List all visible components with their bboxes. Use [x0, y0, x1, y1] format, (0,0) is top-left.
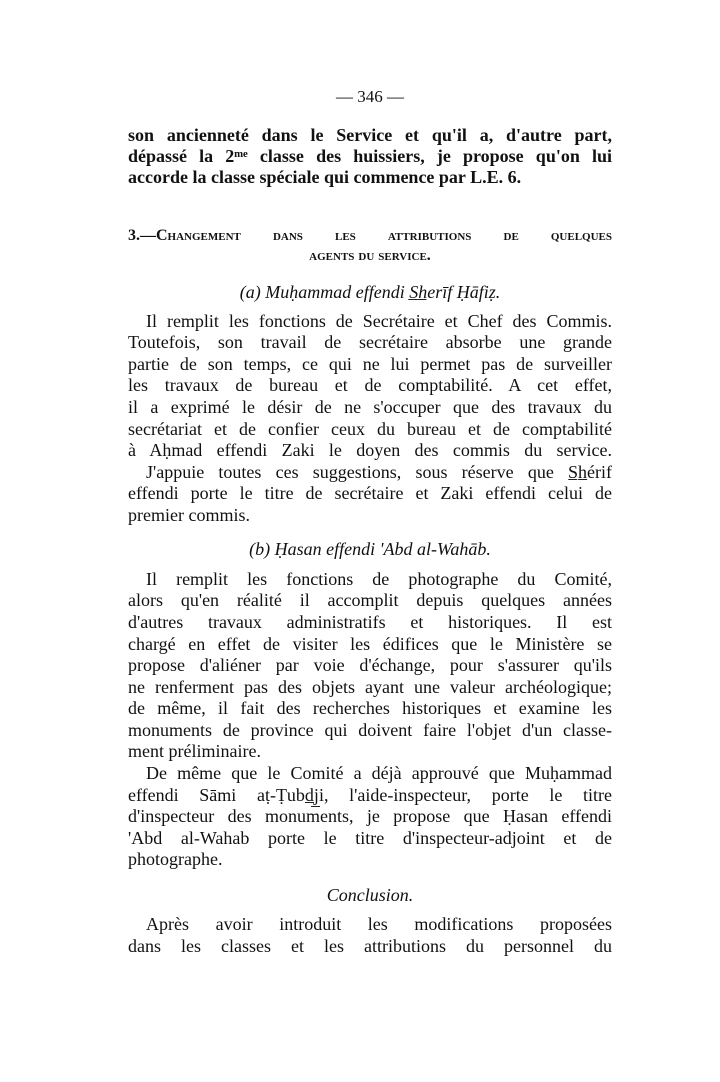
text-line [128, 354, 612, 375]
text-line [128, 311, 612, 332]
text-line [128, 419, 612, 440]
line-text: chargé en effet de visiter les édifices que le Ministère se [128, 634, 612, 654]
text-line [128, 167, 612, 188]
text-line [128, 828, 612, 849]
text-line [128, 397, 612, 418]
line-text: premier commis. [128, 505, 250, 525]
line-text: 'Abd al-Wahab porte le titre d'inspecteur-adjoint et de [128, 828, 612, 848]
line-text: d'autres travaux administratifs et historiques. Il est [128, 612, 612, 632]
conclusion-heading [128, 885, 612, 906]
line-text: effendi porte le titre de secrétaire et Zaki effendi celui de [128, 483, 612, 503]
line-text: (a) Muḥammad effendi S̲h̲erīf Ḥāfiẓ. [239, 282, 501, 302]
line-text: propose d'aliéner par voie d'échange, pour s'assurer qu'ils [128, 655, 612, 675]
line-text: secrétariat et de confier ceux du bureau et de comptabilité [128, 419, 612, 439]
text-line [128, 505, 612, 526]
text-line [128, 146, 612, 167]
line-text: Il remplit les fonctions de photographe du Comité, [146, 569, 612, 589]
line-text: agents du service. [309, 247, 431, 264]
line-text: De même que le Comité a déjà approuvé que Muḥammad [146, 763, 612, 783]
line-text: d'inspecteur des monuments, je propose que Ḥasan effendi [128, 806, 612, 826]
text-line [128, 677, 612, 698]
text-line [128, 849, 612, 870]
page-number: — 346 — [336, 87, 404, 106]
line-text: alors qu'en réalité il accomplit depuis quelques années [128, 590, 612, 610]
line-text: (b) Ḥasan effendi 'Abd al-Wahāb. [249, 539, 491, 559]
line-text: son ancienneté dans le Service et qu'il a, d'autre part, [128, 125, 612, 145]
text-line [128, 914, 612, 935]
text-line [128, 741, 612, 762]
text-line [128, 462, 612, 483]
text-line [128, 655, 612, 676]
line-text: ne renferment pas des objets ayant une valeur archéologique; [128, 677, 612, 697]
line-text: ment préliminaire. [128, 741, 261, 761]
text-line [128, 569, 612, 590]
text-line [128, 483, 612, 504]
text-line [128, 332, 612, 353]
line-text: Conclusion. [326, 885, 414, 905]
line-text: Il remplit les fonctions de Secrétaire et Chef des Commis. [146, 311, 612, 331]
text-line [128, 440, 612, 461]
line-text: il a exprimé le désir de ne s'occuper que des travaux du [128, 397, 612, 417]
line-text: à Aḥmad effendi Zaki le doyen des commis du service. [128, 440, 612, 460]
line-text: de même, il fait des recherches historiques et examine les [128, 698, 612, 718]
text-line [128, 612, 612, 633]
text-line [128, 634, 612, 655]
section-heading [128, 245, 612, 266]
line-text: dépassé la 2ᵐᵉ classe des huissiers, je propose qu'on lui [128, 146, 612, 166]
line-text: photographe. [128, 849, 223, 869]
subheading-b [128, 539, 612, 560]
line-text: partie de son temps, ce qui ne lui permet pas de surveiller [128, 354, 612, 374]
section-heading [128, 225, 612, 246]
line-text: accorde la classe spéciale qui commence par L.E. 6. [128, 167, 522, 187]
line-text: 3.—Changement dans les attributions de quelques [128, 227, 612, 244]
line-text: Après avoir introduit les modifications proposées [146, 914, 612, 934]
subheading-a [128, 282, 612, 303]
line-text: monuments de province qui doivent faire l'objet d'un classe- [128, 720, 612, 740]
text-line [128, 806, 612, 827]
line-text: effendi Sāmi aṭ-Ṭubd̲j̲i, l'aide-inspecteur, porte le titre [128, 785, 612, 805]
line-text: dans les classes et les attributions du personnel du [128, 936, 612, 956]
text-line [128, 125, 612, 146]
text-line [128, 720, 612, 741]
text-line [128, 698, 612, 719]
line-text: Toutefois, son travail de secrétaire absorbe une grande [128, 332, 612, 352]
line-text: J'appuie toutes ces suggestions, sous réserve que S̲h̲érif [146, 462, 612, 482]
text-line [128, 936, 612, 957]
text-line [128, 375, 612, 396]
line-text: les travaux de bureau et de comptabilité. A cet effet, [128, 375, 612, 395]
text-line [128, 763, 612, 784]
text-line [128, 785, 612, 806]
text-line [128, 590, 612, 611]
